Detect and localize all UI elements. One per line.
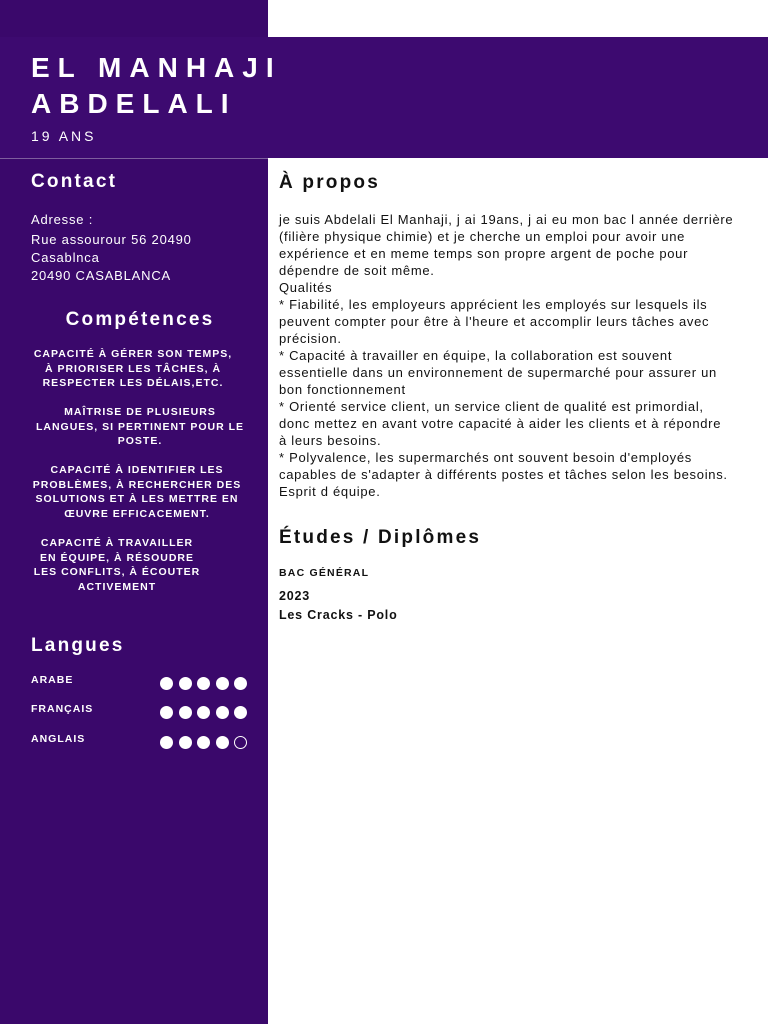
candidate-name bbox=[31, 50, 282, 122]
rating-dot-filled bbox=[216, 706, 229, 719]
rating-dot-filled bbox=[234, 706, 247, 719]
contact-heading: Contact bbox=[31, 171, 118, 192]
rating-dot-filled bbox=[160, 677, 173, 690]
language-rating bbox=[160, 706, 247, 719]
address-line: 20490 CASABLANCA bbox=[31, 268, 171, 283]
about-heading: À propos bbox=[279, 172, 380, 193]
language-row bbox=[0, 702, 268, 722]
address-line: Rue assourour 56 20490 bbox=[31, 232, 192, 247]
language-rating bbox=[160, 677, 247, 690]
skill-item: CAPACITÉ À TRAVAILLER EN ÉQUIPE, À RÉSOUDRE LES CONFLITS, À ÉCOUTER ACTIVEMENT bbox=[33, 537, 201, 593]
degree-year: 2023 bbox=[279, 589, 311, 603]
rating-dot-filled bbox=[179, 706, 192, 719]
rating-dot-filled bbox=[234, 677, 247, 690]
degree-title: BAC GÉNÉRAL bbox=[279, 567, 370, 579]
skill-item: CAPACITÉ À GÉRER SON TEMPS, À PRIORISER LES TÂCHES, À RESPECTER LES DÉLAIS,ETC. bbox=[33, 348, 233, 389]
education-heading: Études / Diplômes bbox=[279, 527, 482, 548]
address-line: Casablnca bbox=[31, 250, 100, 265]
candidate-first-name: ABDELALI bbox=[31, 88, 237, 119]
candidate-age: 19 ANS bbox=[31, 128, 97, 144]
skills-heading: Compétences bbox=[65, 309, 215, 330]
rating-dot-filled bbox=[216, 736, 229, 749]
language-row bbox=[0, 673, 268, 693]
address-label: Adresse : bbox=[31, 212, 94, 227]
rating-dot-filled bbox=[179, 677, 192, 690]
rating-dot-filled bbox=[179, 736, 192, 749]
rating-dot-empty bbox=[234, 736, 247, 749]
language-rating bbox=[160, 736, 247, 749]
candidate-last-name: EL MANHAJI bbox=[31, 52, 282, 83]
rating-dot-filled bbox=[160, 706, 173, 719]
rating-dot-filled bbox=[197, 677, 210, 690]
skill-item: CAPACITÉ À IDENTIFIER LES PROBLÈMES, À RECHERCHER DES SOLUTIONS ET À LES METTRE EN ŒUVRE EFFICACEMENT. bbox=[32, 464, 242, 520]
skill-item: MAÎTRISE DE PLUSIEURS LANGUES, SI PERTINENT POUR LE POSTE. bbox=[35, 406, 245, 447]
school-name: Les Cracks - Polo bbox=[279, 608, 398, 622]
languages-heading: Langues bbox=[31, 635, 125, 656]
rating-dot-filled bbox=[197, 706, 210, 719]
header-divider bbox=[0, 158, 268, 159]
rating-dot-filled bbox=[160, 736, 173, 749]
rating-dot-filled bbox=[197, 736, 210, 749]
about-text: je suis Abdelali El Manhaji, j ai 19ans, j ai eu mon bac l année derrière (filière physique chimie) et je cherche un emploi pour avoir une expérience et en meme temps son propre argent de poche pour dépendre de soit même. Qualités * Fiabilité, les employeurs apprécient les employés sur lesquels ils peuvent compter pour être à l'heure et accomplir leurs tâches avec précision. * Capacité à travailler en équipe, la collaboration est souvent essentielle dans un environnement de supermarché pour assurer un bon fonctionnement * Orienté service client, un service client de qualité est primordial, donc mettez en avant votre capacité à aider les clients et à répondre à leurs besoins. * Polyvalence, les supermarchés ont souvent besoin d'employés capables de s'adapter à différents postes et tâches selon les besoins. Esprit d équipe. bbox=[279, 212, 734, 499]
language-name: ARABE bbox=[31, 674, 74, 686]
language-row bbox=[0, 732, 268, 752]
language-name: ANGLAIS bbox=[31, 733, 86, 745]
rating-dot-filled bbox=[216, 677, 229, 690]
language-name: FRANÇAIS bbox=[31, 703, 94, 715]
